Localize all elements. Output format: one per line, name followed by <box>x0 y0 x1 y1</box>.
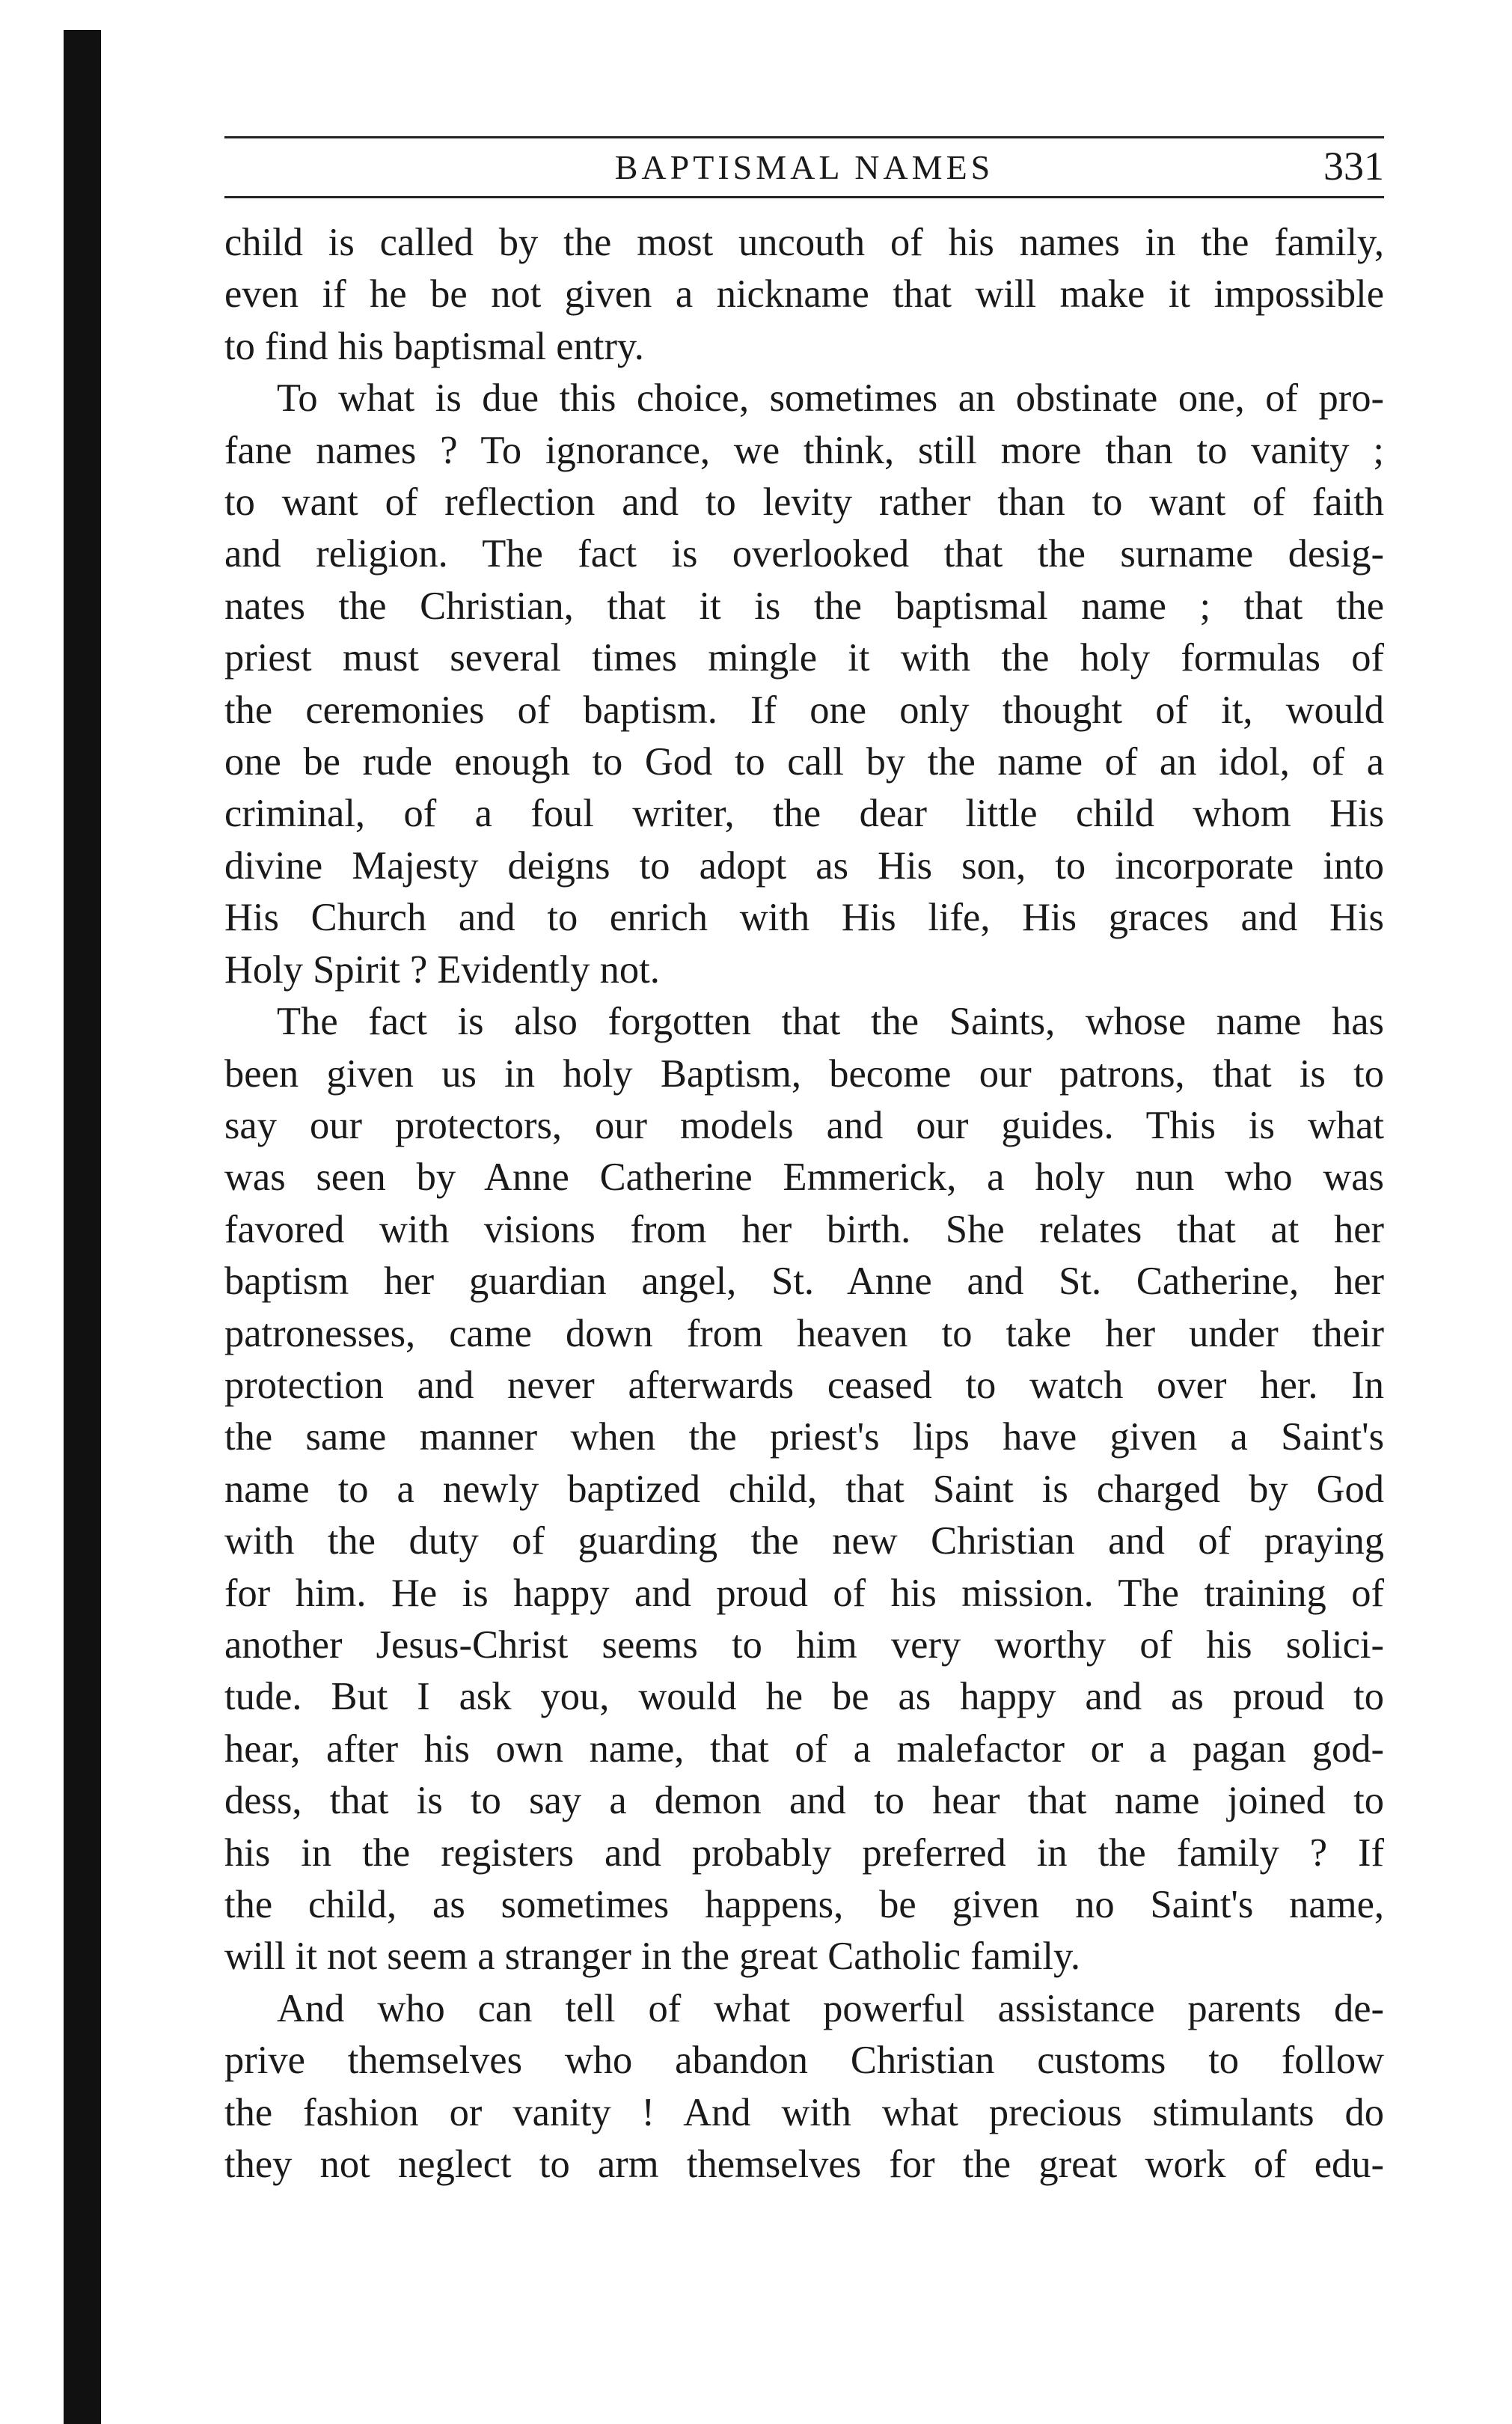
paragraph <box>224 1983 1384 2191</box>
text-line: Holy Spirit ? Evidently not. <box>224 947 660 992</box>
text-line: The fact is also forgotten that the Saints, whose name has <box>277 1000 1384 1044</box>
body-text <box>224 217 1384 2191</box>
text-line: will it not seem a stranger in the great Catholic family. <box>224 1935 1080 1979</box>
text-line: the fashion or vanity ! And with what precious stimulants do <box>224 2090 1384 2134</box>
text-line: To what is due this choice, sometimes an obstinate one, of pro- <box>277 376 1384 421</box>
text-line: another Jesus-Christ seems to him very worthy of his solici- <box>224 1622 1384 1667</box>
text-line: baptism her guardian angel, St. Anne and St. Catherine, her <box>224 1260 1384 1304</box>
text-line: was seen by Anne Catherine Emmerick, a holy nun who was <box>224 1155 1384 1200</box>
text-line: priest must several times mingle it with the holy formulas of <box>224 636 1384 680</box>
text-line: tude. But I ask you, would he be as happy and as proud to <box>224 1675 1384 1719</box>
text-line: the child, as sometimes happens, be given no Saint's name, <box>224 1883 1384 1926</box>
text-line: been given us in holy Baptism, become our patrons, that is to <box>224 1051 1384 1096</box>
text-line: prive themselves who abandon Christian customs to follow <box>224 2039 1384 2083</box>
text-line: And who can tell of what powerful assistance parents de- <box>277 1986 1384 2030</box>
running-head: BAPTISMAL NAMES <box>614 148 994 186</box>
text-line: to want of reflection and to levity rather than to want of faith <box>224 480 1384 525</box>
text-line: favored with visions from her birth. She relates that at her <box>224 1207 1384 1251</box>
text-line: criminal, of a foul writer, the dear little child whom His <box>224 792 1384 836</box>
paragraph <box>224 217 1384 373</box>
text-line: one be rude enough to God to call by the name of an idol, of a <box>224 740 1384 784</box>
header-top-rule <box>224 136 1384 138</box>
text-line: name to a newly baptized child, that Saint is charged by God <box>224 1467 1384 1511</box>
text-line: the ceremonies of baptism. If one only thought of it, would <box>224 688 1384 732</box>
text-line: to find his baptismal entry. <box>224 324 644 368</box>
paragraph <box>224 373 1384 996</box>
text-line: even if he be not given a nickname that will make it impossible <box>224 272 1384 317</box>
text-line: for him. He is happy and proud of his mission. The training of <box>224 1571 1384 1615</box>
text-line: and religion. The fact is overlooked that the surname desig- <box>224 532 1384 576</box>
text-line: His Church and to enrich with His life, His graces and His <box>224 896 1384 940</box>
text-line: dess, that is to say a demon and to hear that name joined to <box>224 1779 1384 1823</box>
header-bottom-rule <box>224 196 1384 198</box>
text-line: patronesses, came down from heaven to take her under their <box>224 1311 1384 1355</box>
text-line: with the duty of guarding the new Christian and of praying <box>224 1519 1384 1563</box>
paragraph <box>224 996 1384 1983</box>
text-line: child is called by the most uncouth of his names in the family, <box>224 221 1384 264</box>
text-line: they not neglect to arm themselves for the great work of edu- <box>224 2143 1384 2187</box>
text-line: say our protectors, our models and our guides. This is what <box>224 1103 1384 1147</box>
book-spine-shadow <box>64 30 101 2424</box>
text-line: his in the registers and probably preferred in the family ? If <box>224 1831 1384 1875</box>
text-line: fane names ? To ignorance, we think, still more than to vanity ; <box>224 428 1384 472</box>
text-line: protection and never afterwards ceased to watch over her. In <box>224 1363 1384 1407</box>
text-line: the same manner when the priest's lips have given a Saint's <box>224 1415 1384 1459</box>
page-number: 331 <box>1323 144 1384 189</box>
text-line: nates the Christian, that it is the baptismal name ; that the <box>224 584 1384 628</box>
text-line: hear, after his own name, that of a malefactor or a pagan god- <box>224 1727 1384 1771</box>
text-line: divine Majesty deigns to adopt as His son, to incorporate into <box>224 843 1384 888</box>
page-header <box>224 127 1384 202</box>
